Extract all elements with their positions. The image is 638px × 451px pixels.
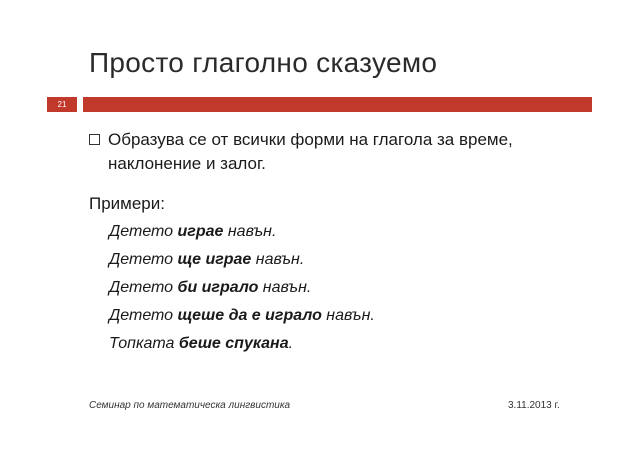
examples-heading: Примери: — [89, 194, 165, 213]
example-line — [109, 222, 276, 242]
example-predicate: би играло — [177, 279, 259, 296]
example-suffix: . — [288, 335, 294, 352]
bullet-text: Образува се от всички форми на глагола за време, наклонение и залог. — [108, 130, 513, 173]
example-predicate: беше спукана — [178, 335, 289, 352]
example-prefix: Детето — [109, 279, 178, 296]
footer-seminar-title: Семинар по математическа лингвистика — [89, 400, 291, 411]
example-predicate: играе — [177, 223, 224, 240]
example-prefix: Детето — [109, 223, 178, 240]
example-suffix: навън. — [258, 279, 312, 296]
example-line — [109, 278, 311, 298]
example-suffix: навън. — [321, 307, 375, 324]
example-prefix: Топката — [109, 335, 179, 352]
footer-date: 3.11.2013 г. — [508, 400, 560, 411]
example-prefix: Детето — [109, 307, 178, 324]
title-accent-bar — [83, 97, 592, 112]
example-line — [109, 306, 375, 326]
example-prefix: Детето — [109, 251, 178, 268]
example-suffix: навън. — [223, 223, 277, 240]
slide-title: Просто глаголно сказуемо — [89, 47, 438, 78]
example-line — [109, 334, 293, 354]
example-predicate: ще играе — [177, 251, 252, 268]
bullet-item — [89, 128, 569, 176]
example-predicate: щеше да е играло — [177, 307, 322, 324]
slide-number-badge: 21 — [47, 97, 77, 112]
square-bullet-icon — [89, 134, 100, 145]
example-suffix: навън. — [251, 251, 305, 268]
example-line — [109, 250, 304, 270]
